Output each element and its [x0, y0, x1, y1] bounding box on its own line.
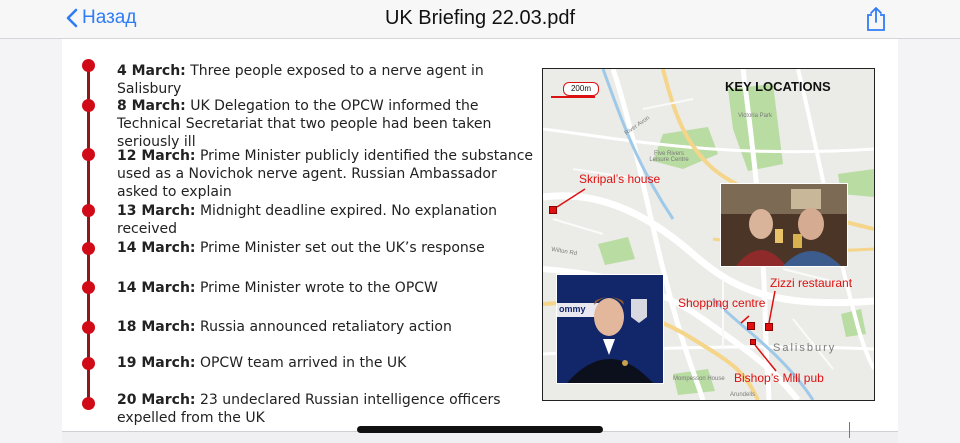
salisbury-label: Salisbury [773, 342, 837, 354]
scale-bar [551, 96, 595, 98]
officer-photo [556, 274, 664, 384]
pdf-page[interactable] [62, 39, 898, 431]
skripal-house-label: Skripal’s house [579, 172, 661, 186]
timeline-dot [82, 357, 95, 370]
timeline-text: Three people exposed to a nerve agent in Salisbury [117, 63, 484, 97]
nav-bar [0, 0, 960, 39]
back-label: Назад [82, 7, 137, 28]
timeline-date: 18 March: [117, 319, 196, 335]
document-title: UK Briefing 22.03.pdf [384, 7, 576, 29]
timeline-text: UK Delegation to the OPCW informed the Technical Secretariat that two people had been taken seriously ill [117, 98, 492, 150]
bishops-mill-marker [750, 339, 756, 345]
timeline-entry [117, 147, 537, 201]
mompesson-label: Mompesson House [673, 376, 725, 382]
timeline-dot [82, 321, 95, 334]
wilton-rd-label: Wilton Rd [550, 246, 578, 258]
page-edge-mark [849, 422, 850, 438]
timeline-text: 23 undeclared Russian intelligence officers expelled from the UK [117, 392, 501, 426]
timeline-line [87, 63, 90, 405]
timeline-entry [117, 202, 537, 238]
victoria-park-label: Victoria Park [738, 113, 772, 119]
timeline-date: 12 March: [117, 148, 196, 164]
skripal-house-marker [549, 206, 557, 214]
arundells-label: Arundells [730, 392, 756, 398]
timeline-date: 14 March: [117, 280, 196, 296]
map-title: KEY LOCATIONS [725, 79, 831, 94]
timeline-dot [82, 281, 95, 294]
zizzi-label: Zizzi restaurant [770, 276, 853, 290]
bishops-mill-label: Bishop’s Mill pub [734, 371, 824, 385]
river-avon-label: River Avon [623, 115, 652, 137]
key-locations-map [542, 68, 875, 401]
timeline-entry [117, 62, 537, 98]
timeline-dot [82, 148, 95, 161]
timeline-entry [117, 354, 537, 372]
five-rivers-label: Five Rivers Leisure Centre [649, 151, 689, 163]
timeline-dot [82, 242, 95, 255]
officer-photo-text: ommy [559, 304, 586, 314]
timeline-text: Prime Minister publicly identified the substance used as a Novichok nerve agent. Russian Ambassador asked to explain [117, 148, 534, 200]
scale-label: 200m [563, 82, 599, 96]
timeline-text: OPCW team arrived in the UK [199, 355, 407, 371]
timeline-date: 20 March: [117, 392, 196, 408]
timeline-entry [117, 318, 537, 336]
home-indicator[interactable] [357, 426, 603, 433]
timeline-entry [117, 391, 537, 427]
timeline-date: 8 March: [117, 98, 186, 114]
timeline-date: 13 March: [117, 203, 196, 219]
pub-photo-image [721, 184, 847, 266]
timeline-entry [117, 279, 537, 297]
timeline-text: Midnight deadline expired. No explanation received [117, 203, 498, 237]
timeline-dot [82, 59, 95, 72]
share-button[interactable] [865, 6, 887, 37]
timeline-date: 19 March: [117, 355, 196, 371]
shopping-centre-marker [747, 322, 755, 330]
shopping-centre-label: Shopping centre [678, 296, 766, 310]
timeline-date: 4 March: [117, 63, 186, 79]
timeline-text: Russia announced retaliatory action [199, 319, 452, 335]
timeline-entry [117, 97, 537, 151]
officer-photo-image [557, 275, 663, 383]
timeline-text: Prime Minister set out the UK’s response [199, 240, 485, 256]
timeline-dot [82, 397, 95, 410]
pub-photo [720, 183, 848, 267]
timeline-text: Prime Minister wrote to the OPCW [199, 280, 438, 296]
share-icon [865, 6, 887, 32]
timeline-dot [82, 99, 95, 112]
timeline-date: 14 March: [117, 240, 196, 256]
timeline-entry [117, 239, 537, 257]
timeline-dot [82, 204, 95, 217]
zizzi-marker [765, 323, 773, 331]
